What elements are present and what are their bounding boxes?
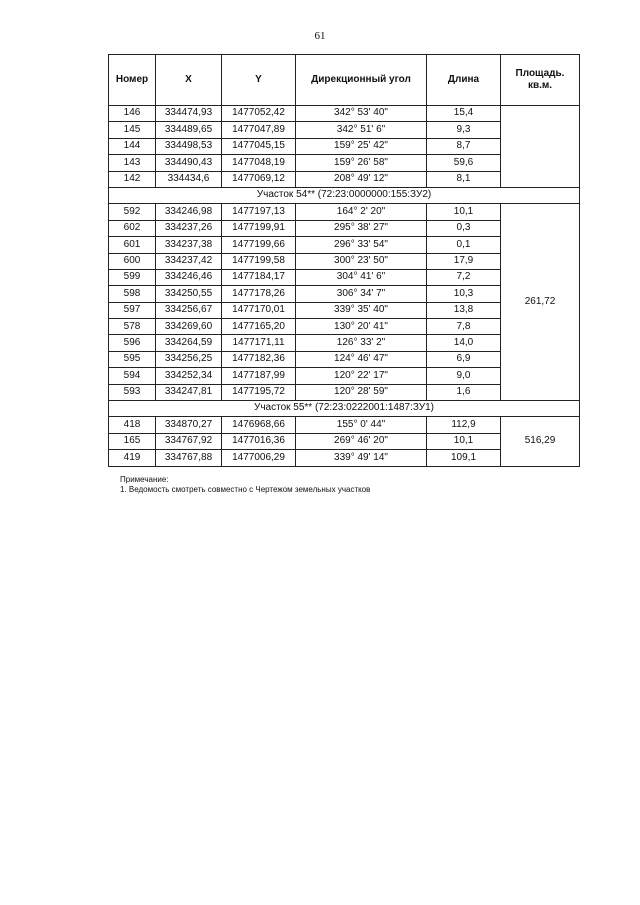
direction-angle-cell: 159° 26' 58" xyxy=(296,155,427,171)
area-cell-54: 261,72 xyxy=(501,204,580,401)
header-x: X xyxy=(156,55,222,106)
header-length: Длина xyxy=(427,55,501,106)
x-coordinate-cell: 334490,43 xyxy=(156,155,222,171)
segment-length-cell: 0,1 xyxy=(427,237,501,253)
x-coordinate-cell: 334246,98 xyxy=(156,204,222,220)
point-number-cell: 578 xyxy=(109,319,156,335)
direction-angle-cell: 155° 0' 44" xyxy=(296,417,427,433)
point-number-cell: 599 xyxy=(109,269,156,285)
coordinates-table xyxy=(108,54,580,467)
x-coordinate-cell: 334767,88 xyxy=(156,450,222,466)
direction-angle-cell: 339° 49' 14" xyxy=(296,450,427,466)
table-body xyxy=(109,106,580,467)
table-row xyxy=(109,106,580,122)
direction-angle-cell: 124° 46' 47" xyxy=(296,351,427,367)
direction-angle-cell: 304° 41' 6" xyxy=(296,269,427,285)
point-number-cell: 593 xyxy=(109,384,156,400)
section-title-54: Участок 54** (72:23:0000000:155:ЗУ2) xyxy=(109,187,580,203)
direction-angle-cell: 306° 34' 7" xyxy=(296,286,427,302)
segment-length-cell: 8,1 xyxy=(427,171,501,187)
area-cell-55: 516,29 xyxy=(501,417,580,466)
segment-length-cell: 6,9 xyxy=(427,351,501,367)
x-coordinate-cell: 334870,27 xyxy=(156,417,222,433)
y-coordinate-cell: 1477187,99 xyxy=(222,368,296,384)
point-number-cell: 602 xyxy=(109,220,156,236)
x-coordinate-cell: 334237,26 xyxy=(156,220,222,236)
header-y: Y xyxy=(222,55,296,106)
point-number-cell: 595 xyxy=(109,351,156,367)
point-number-cell: 165 xyxy=(109,433,156,449)
point-number-cell: 144 xyxy=(109,138,156,154)
segment-length-cell: 13,8 xyxy=(427,302,501,318)
y-coordinate-cell: 1477171,11 xyxy=(222,335,296,351)
note-title: Примечание: xyxy=(120,475,169,484)
note-line-1: 1. Ведомость смотреть совместно с Чертежом земельных участков xyxy=(120,485,371,494)
segment-length-cell: 7,8 xyxy=(427,319,501,335)
point-number-cell: 146 xyxy=(109,106,156,122)
direction-angle-cell: 130° 20' 41" xyxy=(296,319,427,335)
segment-length-cell: 8,7 xyxy=(427,138,501,154)
y-coordinate-cell: 1477178,26 xyxy=(222,286,296,302)
page-number: 61 xyxy=(314,30,326,42)
point-number-cell: 594 xyxy=(109,368,156,384)
y-coordinate-cell: 1477199,58 xyxy=(222,253,296,269)
table-header-row xyxy=(109,55,580,106)
section-header-row xyxy=(109,187,580,203)
x-coordinate-cell: 334247,81 xyxy=(156,384,222,400)
segment-length-cell: 1,6 xyxy=(427,384,501,400)
point-number-cell: 143 xyxy=(109,155,156,171)
x-coordinate-cell: 334237,42 xyxy=(156,253,222,269)
y-coordinate-cell: 1476968,66 xyxy=(222,417,296,433)
segment-length-cell: 109,1 xyxy=(427,450,501,466)
y-coordinate-cell: 1477182,36 xyxy=(222,351,296,367)
y-coordinate-cell: 1477052,42 xyxy=(222,106,296,122)
table-row xyxy=(109,204,580,220)
header-number: Номер xyxy=(109,55,156,106)
x-coordinate-cell: 334767,92 xyxy=(156,433,222,449)
x-coordinate-cell: 334237,38 xyxy=(156,237,222,253)
segment-length-cell: 10,1 xyxy=(427,433,501,449)
direction-angle-cell: 126° 33' 2" xyxy=(296,335,427,351)
x-coordinate-cell: 334269,60 xyxy=(156,319,222,335)
x-coordinate-cell: 334434,6 xyxy=(156,171,222,187)
direction-angle-cell: 164° 2' 20" xyxy=(296,204,427,220)
segment-length-cell: 59,6 xyxy=(427,155,501,171)
x-coordinate-cell: 334256,67 xyxy=(156,302,222,318)
header-area-line2: кв.м. xyxy=(527,80,553,91)
x-coordinate-cell: 334246,46 xyxy=(156,269,222,285)
direction-angle-cell: 339° 35' 40" xyxy=(296,302,427,318)
point-number-cell: 597 xyxy=(109,302,156,318)
direction-angle-cell: 295° 38' 27" xyxy=(296,220,427,236)
table-row xyxy=(109,417,580,433)
x-coordinate-cell: 334256,25 xyxy=(156,351,222,367)
segment-length-cell: 14,0 xyxy=(427,335,501,351)
section-title-55: Участок 55** (72:23:0222001:1487:ЗУ1) xyxy=(109,401,580,417)
point-number-cell: 142 xyxy=(109,171,156,187)
x-coordinate-cell: 334489,65 xyxy=(156,122,222,138)
y-coordinate-cell: 1477006,29 xyxy=(222,450,296,466)
y-coordinate-cell: 1477069,12 xyxy=(222,171,296,187)
segment-length-cell: 0,3 xyxy=(427,220,501,236)
header-area-line1: Площадь. xyxy=(515,68,565,79)
segment-length-cell: 15,4 xyxy=(427,106,501,122)
x-coordinate-cell: 334264,59 xyxy=(156,335,222,351)
segment-length-cell: 9,3 xyxy=(427,122,501,138)
point-number-cell: 601 xyxy=(109,237,156,253)
y-coordinate-cell: 1477199,91 xyxy=(222,220,296,236)
direction-angle-cell: 120° 28' 59" xyxy=(296,384,427,400)
segment-length-cell: 17,9 xyxy=(427,253,501,269)
direction-angle-cell: 300° 23' 50" xyxy=(296,253,427,269)
y-coordinate-cell: 1477199,66 xyxy=(222,237,296,253)
y-coordinate-cell: 1477170,01 xyxy=(222,302,296,318)
y-coordinate-cell: 1477016,36 xyxy=(222,433,296,449)
y-coordinate-cell: 1477195,72 xyxy=(222,384,296,400)
x-coordinate-cell: 334250,55 xyxy=(156,286,222,302)
section-header-row xyxy=(109,401,580,417)
point-number-cell: 598 xyxy=(109,286,156,302)
direction-angle-cell: 269° 46' 20" xyxy=(296,433,427,449)
area-cell-empty xyxy=(501,106,580,188)
y-coordinate-cell: 1477048,19 xyxy=(222,155,296,171)
direction-angle-cell: 120° 22' 17" xyxy=(296,368,427,384)
direction-angle-cell: 296° 33' 54" xyxy=(296,237,427,253)
direction-angle-cell: 342° 53' 40" xyxy=(296,106,427,122)
point-number-cell: 596 xyxy=(109,335,156,351)
x-coordinate-cell: 334498,53 xyxy=(156,138,222,154)
direction-angle-cell: 342° 51' 6" xyxy=(296,122,427,138)
segment-length-cell: 7,2 xyxy=(427,269,501,285)
direction-angle-cell: 208° 49' 12" xyxy=(296,171,427,187)
y-coordinate-cell: 1477197,13 xyxy=(222,204,296,220)
direction-angle-cell: 159° 25' 42" xyxy=(296,138,427,154)
header-angle: Дирекционный угол xyxy=(296,55,427,106)
point-number-cell: 145 xyxy=(109,122,156,138)
segment-length-cell: 9,0 xyxy=(427,368,501,384)
point-number-cell: 418 xyxy=(109,417,156,433)
point-number-cell: 592 xyxy=(109,204,156,220)
x-coordinate-cell: 334474,93 xyxy=(156,106,222,122)
y-coordinate-cell: 1477045,15 xyxy=(222,138,296,154)
segment-length-cell: 10,1 xyxy=(427,204,501,220)
point-number-cell: 419 xyxy=(109,450,156,466)
point-number-cell: 600 xyxy=(109,253,156,269)
y-coordinate-cell: 1477165,20 xyxy=(222,319,296,335)
x-coordinate-cell: 334252,34 xyxy=(156,368,222,384)
y-coordinate-cell: 1477184,17 xyxy=(222,269,296,285)
segment-length-cell: 112,9 xyxy=(427,417,501,433)
segment-length-cell: 10,3 xyxy=(427,286,501,302)
header-area xyxy=(501,55,580,106)
y-coordinate-cell: 1477047,89 xyxy=(222,122,296,138)
